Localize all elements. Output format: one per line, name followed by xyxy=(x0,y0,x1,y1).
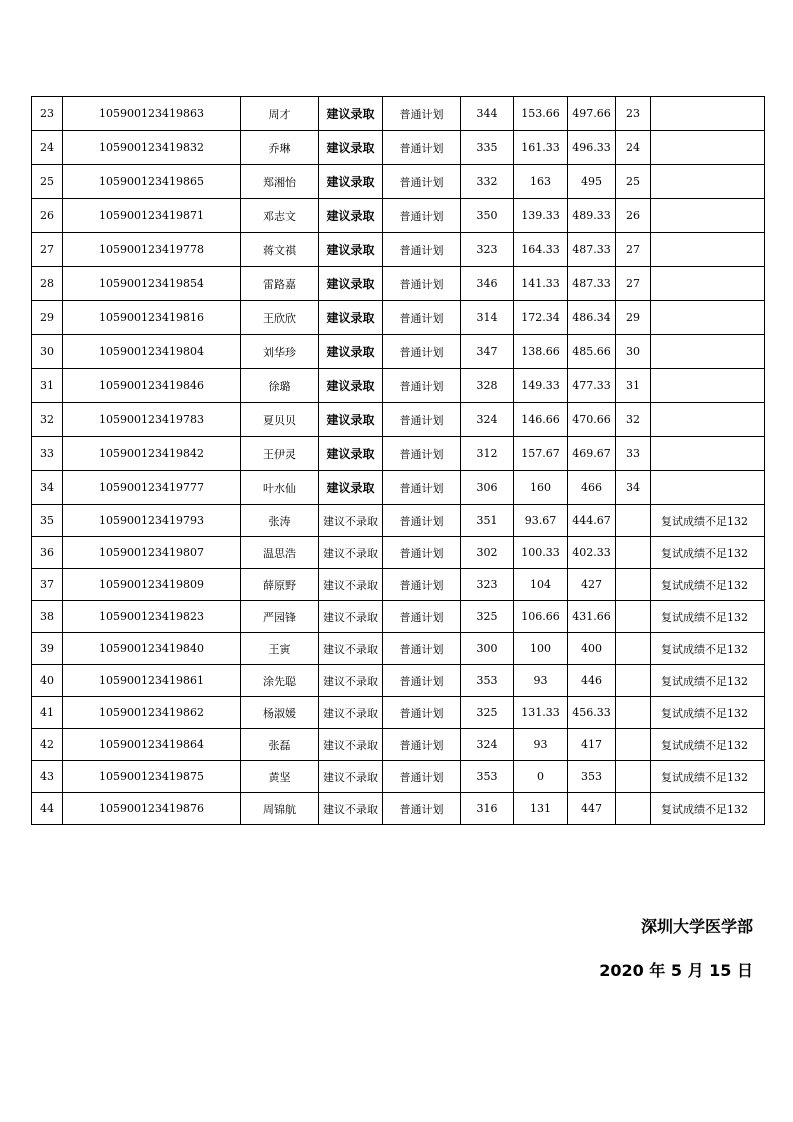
table-row xyxy=(32,369,765,403)
cell-name: 周才 xyxy=(241,97,319,131)
cell-rank: 25 xyxy=(616,165,651,199)
cell-exam-id: 105900123419862 xyxy=(63,697,241,729)
cell-plan: 普通计划 xyxy=(383,537,461,569)
cell-rank xyxy=(616,729,651,761)
cell-result: 建议录取 xyxy=(319,199,383,233)
cell-plan: 普通计划 xyxy=(383,335,461,369)
cell-name: 周锦航 xyxy=(241,793,319,825)
cell-number: 26 xyxy=(32,199,63,233)
table-row xyxy=(32,131,765,165)
cell-note xyxy=(651,471,765,505)
cell-number: 38 xyxy=(32,601,63,633)
cell-number: 31 xyxy=(32,369,63,403)
cell-plan: 普通计划 xyxy=(383,165,461,199)
cell-initial-score: 302 xyxy=(461,537,514,569)
cell-initial-score: 325 xyxy=(461,697,514,729)
cell-retest-score: 93 xyxy=(514,665,568,697)
cell-total-score: 485.66 xyxy=(568,335,616,369)
cell-initial-score: 332 xyxy=(461,165,514,199)
cell-number: 35 xyxy=(32,505,63,537)
cell-number: 25 xyxy=(32,165,63,199)
cell-rank: 30 xyxy=(616,335,651,369)
cell-plan: 普通计划 xyxy=(383,437,461,471)
table-row xyxy=(32,761,765,793)
cell-initial-score: 323 xyxy=(461,569,514,601)
cell-note: 复试成绩不足132 xyxy=(651,537,765,569)
signature-date: 2020 年 5 月 15 日 xyxy=(599,961,753,980)
cell-exam-id: 105900123419793 xyxy=(63,505,241,537)
cell-result: 建议不录取 xyxy=(319,601,383,633)
table-row xyxy=(32,505,765,537)
cell-number: 43 xyxy=(32,761,63,793)
cell-exam-id: 105900123419832 xyxy=(63,131,241,165)
cell-retest-score: 141.33 xyxy=(514,267,568,301)
table-row xyxy=(32,601,765,633)
cell-retest-score: 100.33 xyxy=(514,537,568,569)
cell-initial-score: 353 xyxy=(461,761,514,793)
cell-note xyxy=(651,233,765,267)
cell-name: 邓志文 xyxy=(241,199,319,233)
cell-name: 雷路嘉 xyxy=(241,267,319,301)
cell-note: 复试成绩不足132 xyxy=(651,633,765,665)
cell-number: 37 xyxy=(32,569,63,601)
cell-result: 建议不录取 xyxy=(319,729,383,761)
cell-result: 建议录取 xyxy=(319,233,383,267)
cell-plan: 普通计划 xyxy=(383,233,461,267)
cell-retest-score: 153.66 xyxy=(514,97,568,131)
table-row xyxy=(32,267,765,301)
cell-retest-score: 163 xyxy=(514,165,568,199)
cell-plan: 普通计划 xyxy=(383,697,461,729)
cell-retest-score: 131.33 xyxy=(514,697,568,729)
table-row xyxy=(32,165,765,199)
cell-exam-id: 105900123419778 xyxy=(63,233,241,267)
table-row xyxy=(32,537,765,569)
cell-note: 复试成绩不足132 xyxy=(651,569,765,601)
cell-rank: 29 xyxy=(616,301,651,335)
cell-total-score: 353 xyxy=(568,761,616,793)
cell-total-score: 469.67 xyxy=(568,437,616,471)
cell-name: 杨淑媛 xyxy=(241,697,319,729)
cell-note xyxy=(651,199,765,233)
cell-plan: 普通计划 xyxy=(383,369,461,403)
table-row xyxy=(32,335,765,369)
cell-retest-score: 100 xyxy=(514,633,568,665)
cell-note xyxy=(651,131,765,165)
cell-exam-id: 105900123419823 xyxy=(63,601,241,633)
cell-name: 张磊 xyxy=(241,729,319,761)
cell-exam-id: 105900123419875 xyxy=(63,761,241,793)
cell-rank: 24 xyxy=(616,131,651,165)
cell-initial-score: 312 xyxy=(461,437,514,471)
cell-rank xyxy=(616,665,651,697)
cell-plan: 普通计划 xyxy=(383,199,461,233)
table-row xyxy=(32,471,765,505)
cell-result: 建议不录取 xyxy=(319,505,383,537)
table-row xyxy=(32,569,765,601)
cell-retest-score: 139.33 xyxy=(514,199,568,233)
cell-exam-id: 105900123419876 xyxy=(63,793,241,825)
cell-plan: 普通计划 xyxy=(383,471,461,505)
cell-retest-score: 0 xyxy=(514,761,568,793)
cell-plan: 普通计划 xyxy=(383,761,461,793)
cell-note: 复试成绩不足132 xyxy=(651,665,765,697)
cell-total-score: 497.66 xyxy=(568,97,616,131)
cell-rank: 33 xyxy=(616,437,651,471)
cell-name: 王寅 xyxy=(241,633,319,665)
cell-number: 42 xyxy=(32,729,63,761)
cell-number: 33 xyxy=(32,437,63,471)
cell-total-score: 466 xyxy=(568,471,616,505)
cell-result: 建议不录取 xyxy=(319,633,383,665)
cell-exam-id: 105900123419777 xyxy=(63,471,241,505)
cell-result: 建议录取 xyxy=(319,267,383,301)
cell-exam-id: 105900123419864 xyxy=(63,729,241,761)
cell-plan: 普通计划 xyxy=(383,97,461,131)
cell-note xyxy=(651,335,765,369)
cell-total-score: 431.66 xyxy=(568,601,616,633)
cell-rank xyxy=(616,505,651,537)
cell-total-score: 446 xyxy=(568,665,616,697)
cell-rank: 26 xyxy=(616,199,651,233)
cell-rank xyxy=(616,761,651,793)
cell-exam-id: 105900123419854 xyxy=(63,267,241,301)
cell-number: 41 xyxy=(32,697,63,729)
cell-initial-score: 316 xyxy=(461,793,514,825)
cell-exam-id: 105900123419842 xyxy=(63,437,241,471)
table-row xyxy=(32,437,765,471)
cell-name: 温思浩 xyxy=(241,537,319,569)
table-row xyxy=(32,633,765,665)
cell-retest-score: 106.66 xyxy=(514,601,568,633)
cell-note xyxy=(651,301,765,335)
cell-exam-id: 105900123419807 xyxy=(63,537,241,569)
cell-result: 建议录取 xyxy=(319,165,383,199)
cell-rank: 27 xyxy=(616,233,651,267)
cell-result: 建议录取 xyxy=(319,437,383,471)
cell-name: 徐璐 xyxy=(241,369,319,403)
cell-number: 27 xyxy=(32,233,63,267)
cell-retest-score: 104 xyxy=(514,569,568,601)
cell-rank: 27 xyxy=(616,267,651,301)
cell-retest-score: 93 xyxy=(514,729,568,761)
cell-note xyxy=(651,369,765,403)
cell-retest-score: 160 xyxy=(514,471,568,505)
cell-total-score: 487.33 xyxy=(568,267,616,301)
cell-note: 复试成绩不足132 xyxy=(651,761,765,793)
cell-total-score: 489.33 xyxy=(568,199,616,233)
cell-name: 王伊灵 xyxy=(241,437,319,471)
cell-retest-score: 172.34 xyxy=(514,301,568,335)
cell-total-score: 400 xyxy=(568,633,616,665)
cell-initial-score: 347 xyxy=(461,335,514,369)
cell-initial-score: 353 xyxy=(461,665,514,697)
cell-exam-id: 105900123419804 xyxy=(63,335,241,369)
table-row xyxy=(32,301,765,335)
cell-number: 36 xyxy=(32,537,63,569)
cell-rank: 32 xyxy=(616,403,651,437)
cell-result: 建议录取 xyxy=(319,97,383,131)
cell-initial-score: 350 xyxy=(461,199,514,233)
cell-initial-score: 324 xyxy=(461,729,514,761)
table-row xyxy=(32,233,765,267)
cell-total-score: 486.34 xyxy=(568,301,616,335)
cell-rank xyxy=(616,569,651,601)
cell-number: 23 xyxy=(32,97,63,131)
table-body xyxy=(32,97,765,825)
cell-note: 复试成绩不足132 xyxy=(651,601,765,633)
cell-name: 王欣欣 xyxy=(241,301,319,335)
cell-total-score: 495 xyxy=(568,165,616,199)
cell-name: 涂先聪 xyxy=(241,665,319,697)
cell-total-score: 447 xyxy=(568,793,616,825)
cell-initial-score: 328 xyxy=(461,369,514,403)
cell-plan: 普通计划 xyxy=(383,729,461,761)
admission-results-table xyxy=(31,96,765,825)
cell-result: 建议录取 xyxy=(319,471,383,505)
cell-total-score: 417 xyxy=(568,729,616,761)
cell-rank xyxy=(616,537,651,569)
cell-name: 薛原野 xyxy=(241,569,319,601)
cell-name: 叶水仙 xyxy=(241,471,319,505)
cell-rank xyxy=(616,633,651,665)
cell-total-score: 456.33 xyxy=(568,697,616,729)
cell-exam-id: 105900123419809 xyxy=(63,569,241,601)
cell-retest-score: 164.33 xyxy=(514,233,568,267)
cell-retest-score: 138.66 xyxy=(514,335,568,369)
cell-initial-score: 344 xyxy=(461,97,514,131)
cell-note: 复试成绩不足132 xyxy=(651,793,765,825)
cell-name: 张涛 xyxy=(241,505,319,537)
cell-initial-score: 335 xyxy=(461,131,514,165)
cell-total-score: 402.33 xyxy=(568,537,616,569)
cell-initial-score: 300 xyxy=(461,633,514,665)
cell-result: 建议不录取 xyxy=(319,697,383,729)
cell-number: 39 xyxy=(32,633,63,665)
cell-number: 30 xyxy=(32,335,63,369)
cell-number: 24 xyxy=(32,131,63,165)
cell-exam-id: 105900123419840 xyxy=(63,633,241,665)
cell-result: 建议录取 xyxy=(319,369,383,403)
table-row xyxy=(32,697,765,729)
cell-plan: 普通计划 xyxy=(383,301,461,335)
cell-name: 蒋文祺 xyxy=(241,233,319,267)
cell-initial-score: 346 xyxy=(461,267,514,301)
cell-result: 建议录取 xyxy=(319,131,383,165)
cell-note: 复试成绩不足132 xyxy=(651,505,765,537)
cell-retest-score: 131 xyxy=(514,793,568,825)
cell-rank xyxy=(616,697,651,729)
cell-name: 乔琳 xyxy=(241,131,319,165)
cell-note xyxy=(651,97,765,131)
cell-plan: 普通计划 xyxy=(383,131,461,165)
cell-note xyxy=(651,165,765,199)
cell-result: 建议不录取 xyxy=(319,569,383,601)
cell-exam-id: 105900123419863 xyxy=(63,97,241,131)
cell-result: 建议录取 xyxy=(319,403,383,437)
cell-exam-id: 105900123419861 xyxy=(63,665,241,697)
cell-exam-id: 105900123419865 xyxy=(63,165,241,199)
cell-result: 建议录取 xyxy=(319,301,383,335)
cell-initial-score: 324 xyxy=(461,403,514,437)
cell-number: 34 xyxy=(32,471,63,505)
cell-note xyxy=(651,437,765,471)
cell-note: 复试成绩不足132 xyxy=(651,729,765,761)
cell-name: 严园锋 xyxy=(241,601,319,633)
cell-result: 建议不录取 xyxy=(319,537,383,569)
cell-exam-id: 105900123419783 xyxy=(63,403,241,437)
cell-name: 黄坚 xyxy=(241,761,319,793)
cell-result: 建议录取 xyxy=(319,335,383,369)
cell-initial-score: 314 xyxy=(461,301,514,335)
cell-total-score: 470.66 xyxy=(568,403,616,437)
table-row xyxy=(32,665,765,697)
cell-note xyxy=(651,267,765,301)
cell-rank: 23 xyxy=(616,97,651,131)
cell-retest-score: 157.67 xyxy=(514,437,568,471)
cell-total-score: 496.33 xyxy=(568,131,616,165)
cell-total-score: 427 xyxy=(568,569,616,601)
cell-retest-score: 146.66 xyxy=(514,403,568,437)
cell-number: 32 xyxy=(32,403,63,437)
cell-retest-score: 93.67 xyxy=(514,505,568,537)
cell-result: 建议不录取 xyxy=(319,793,383,825)
cell-result: 建议不录取 xyxy=(319,665,383,697)
cell-plan: 普通计划 xyxy=(383,505,461,537)
cell-total-score: 487.33 xyxy=(568,233,616,267)
cell-initial-score: 351 xyxy=(461,505,514,537)
cell-rank: 34 xyxy=(616,471,651,505)
cell-number: 44 xyxy=(32,793,63,825)
cell-total-score: 444.67 xyxy=(568,505,616,537)
cell-rank: 31 xyxy=(616,369,651,403)
cell-initial-score: 323 xyxy=(461,233,514,267)
signature-organization: 深圳大学医学部 xyxy=(640,917,753,936)
cell-name: 郑湘怡 xyxy=(241,165,319,199)
cell-name: 夏贝贝 xyxy=(241,403,319,437)
cell-retest-score: 161.33 xyxy=(514,131,568,165)
cell-plan: 普通计划 xyxy=(383,633,461,665)
cell-plan: 普通计划 xyxy=(383,665,461,697)
cell-initial-score: 306 xyxy=(461,471,514,505)
cell-retest-score: 149.33 xyxy=(514,369,568,403)
table-row xyxy=(32,403,765,437)
cell-initial-score: 325 xyxy=(461,601,514,633)
cell-plan: 普通计划 xyxy=(383,403,461,437)
table-row xyxy=(32,199,765,233)
table-row xyxy=(32,729,765,761)
table-row xyxy=(32,793,765,825)
cell-number: 29 xyxy=(32,301,63,335)
cell-exam-id: 105900123419871 xyxy=(63,199,241,233)
cell-number: 28 xyxy=(32,267,63,301)
cell-total-score: 477.33 xyxy=(568,369,616,403)
cell-number: 40 xyxy=(32,665,63,697)
cell-plan: 普通计划 xyxy=(383,569,461,601)
cell-rank xyxy=(616,601,651,633)
cell-note xyxy=(651,403,765,437)
cell-name: 刘华珍 xyxy=(241,335,319,369)
cell-exam-id: 105900123419846 xyxy=(63,369,241,403)
cell-plan: 普通计划 xyxy=(383,793,461,825)
cell-exam-id: 105900123419816 xyxy=(63,301,241,335)
table-row xyxy=(32,97,765,131)
cell-plan: 普通计划 xyxy=(383,267,461,301)
cell-note: 复试成绩不足132 xyxy=(651,697,765,729)
cell-plan: 普通计划 xyxy=(383,601,461,633)
cell-result: 建议不录取 xyxy=(319,761,383,793)
cell-rank xyxy=(616,793,651,825)
